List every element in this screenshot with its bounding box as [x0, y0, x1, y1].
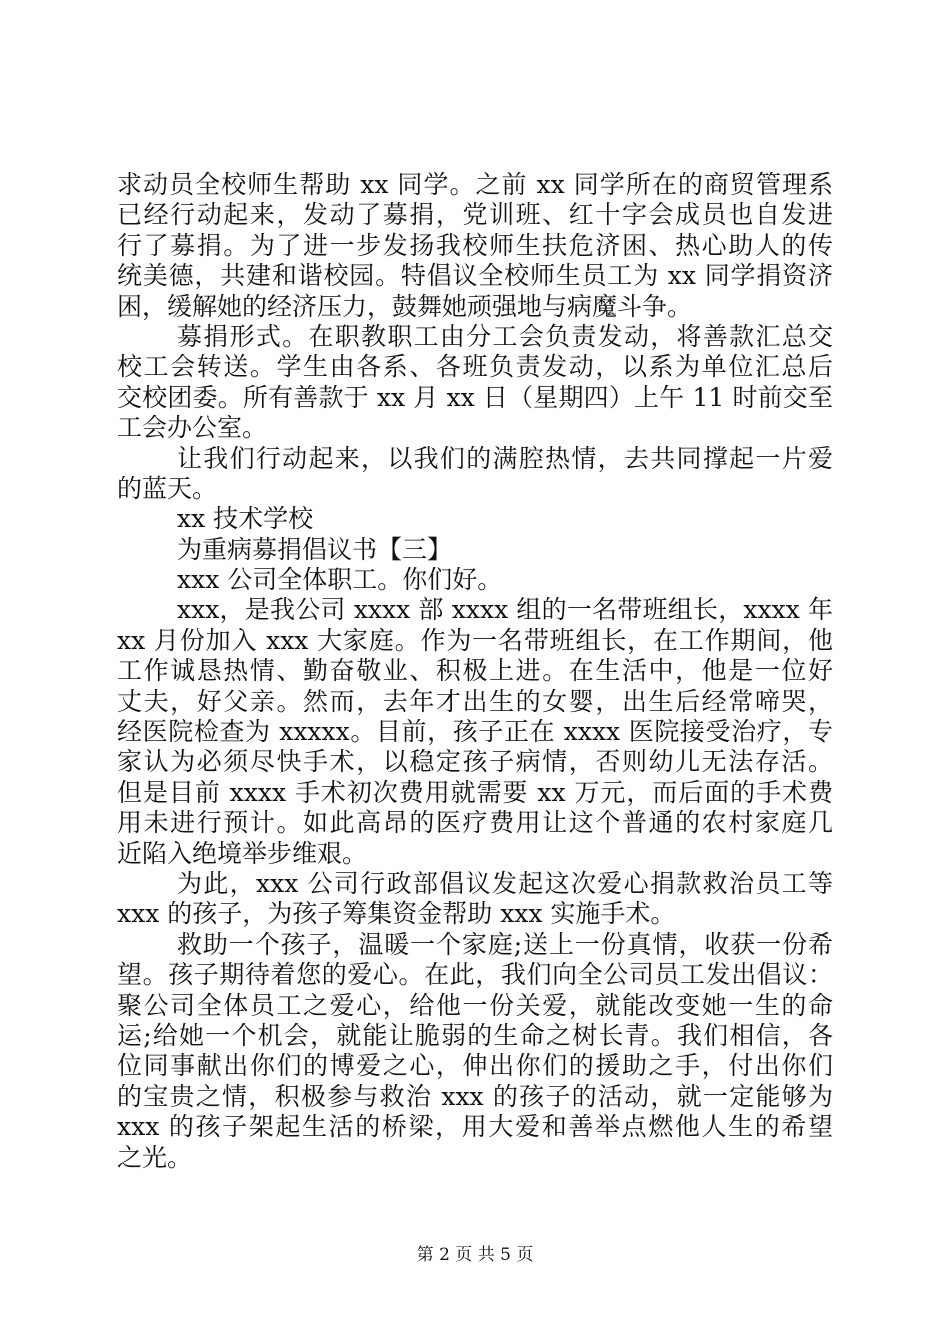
- text-line: 交校团委。所有善款于 xx 月 xx 日（星期四）上午 11 时前交至: [117, 382, 833, 412]
- paragraph: [117, 444, 833, 505]
- paragraph: [117, 322, 833, 444]
- text-line: 统美德，共建和谐校园。特倡议全校师生员工为 xx 同学捐资济: [117, 261, 833, 291]
- text-line: 之光。: [117, 1142, 193, 1172]
- text-line: 救助一个孩子，温暖一个家庭;送上一份真情，收获一份希: [177, 929, 833, 959]
- text-line: 校工会转送。学生由各系、各班负责发动，以系为单位汇总后: [117, 352, 833, 382]
- paragraph: [117, 504, 833, 534]
- text-line: 运;给她一个机会，就能让脆弱的生命之树长青。我们相信，各: [117, 1020, 833, 1050]
- text-line: xxx 的孩子，为孩子筹集资金帮助 xxx 实施手术。: [117, 899, 676, 929]
- text-line: 让我们行动起来，以我们的满腔热情，去共同撑起一片爱: [177, 443, 833, 473]
- text-line: 为重病募捐倡议书【三】: [177, 534, 453, 564]
- text-line: xxx，是我公司 xxxx 部 xxxx 组的一名带班组长，xxxx 年: [177, 595, 833, 625]
- text-line: 募捐形式。在职教职工由分工会负责发动，将善款汇总交: [177, 321, 833, 351]
- text-line: 工作诚恳热情、勤奋敬业、积极上进。在生活中，他是一位好: [117, 656, 833, 686]
- paragraph: [117, 930, 833, 1173]
- document-body: [117, 170, 833, 1173]
- text-line: 困，缓解她的经济压力，鼓舞她顽强地与病魔斗争。: [117, 291, 693, 321]
- text-line: 聚公司全体员工之爱心，给他一份关爱，就能改变她一生的命: [117, 990, 833, 1020]
- paragraph: [117, 869, 833, 930]
- paragraph: [117, 565, 833, 595]
- text-line: 行了募捐。为了进一步发扬我校师生扶危济困、热心助人的传: [117, 230, 833, 260]
- text-line: xx 月份加入 xxx 大家庭。作为一名带班组长，在工作期间，他: [117, 625, 833, 655]
- text-line: xxx 的孩子架起生活的桥梁，用大爱和善举点燃他人生的希望: [117, 1112, 833, 1142]
- page-footer: 第 2 页 共 5 页: [416, 1245, 534, 1265]
- text-line: 的宝贵之情，积极参与救治 xxx 的孩子的活动，就一定能够为: [117, 1081, 833, 1111]
- text-line: xx 技术学校: [177, 504, 314, 534]
- paragraph: [117, 595, 833, 869]
- text-line: 求动员全校师生帮助 xx 同学。之前 xx 同学所在的商贸管理系: [117, 170, 833, 199]
- text-line: 工会办公室。: [117, 413, 268, 443]
- text-line: 但是目前 xxxx 手术初次费用就需要 xx 万元，而后面的手术费: [117, 777, 833, 807]
- text-line: 为此，xxx 公司行政部倡议发起这次爱心捐款救治员工等: [177, 868, 833, 898]
- paragraph: [117, 535, 833, 565]
- text-line: 用未进行预计。如此高昂的医疗费用让这个普通的农村家庭几: [117, 808, 833, 838]
- text-line: 的蓝天。: [117, 473, 218, 503]
- text-line: 已经行动起来，发动了募捐，党训班、红十字会成员也自发进: [117, 200, 833, 230]
- text-line: 经医院检查为 xxxxx。目前，孩子正在 xxxx 医院接受治疗，专: [117, 717, 833, 747]
- text-line: 丈夫，好父亲。然而，去年才出生的女婴，出生后经常啼哭，: [117, 686, 833, 716]
- text-line: 近陷入绝境举步维艰。: [117, 838, 368, 868]
- text-line: 家认为必须尽快手术，以稳定孩子病情，否则幼儿无法存活。: [117, 747, 833, 777]
- text-line: 位同事献出你们的博爱之心，伸出你们的援助之手，付出你们: [117, 1051, 833, 1081]
- text-line: xxx 公司全体职工。你们好。: [177, 565, 503, 595]
- text-line: 望。孩子期待着您的爱心。在此，我们向全公司员工发出倡议：: [117, 960, 833, 990]
- paragraph: [117, 170, 833, 322]
